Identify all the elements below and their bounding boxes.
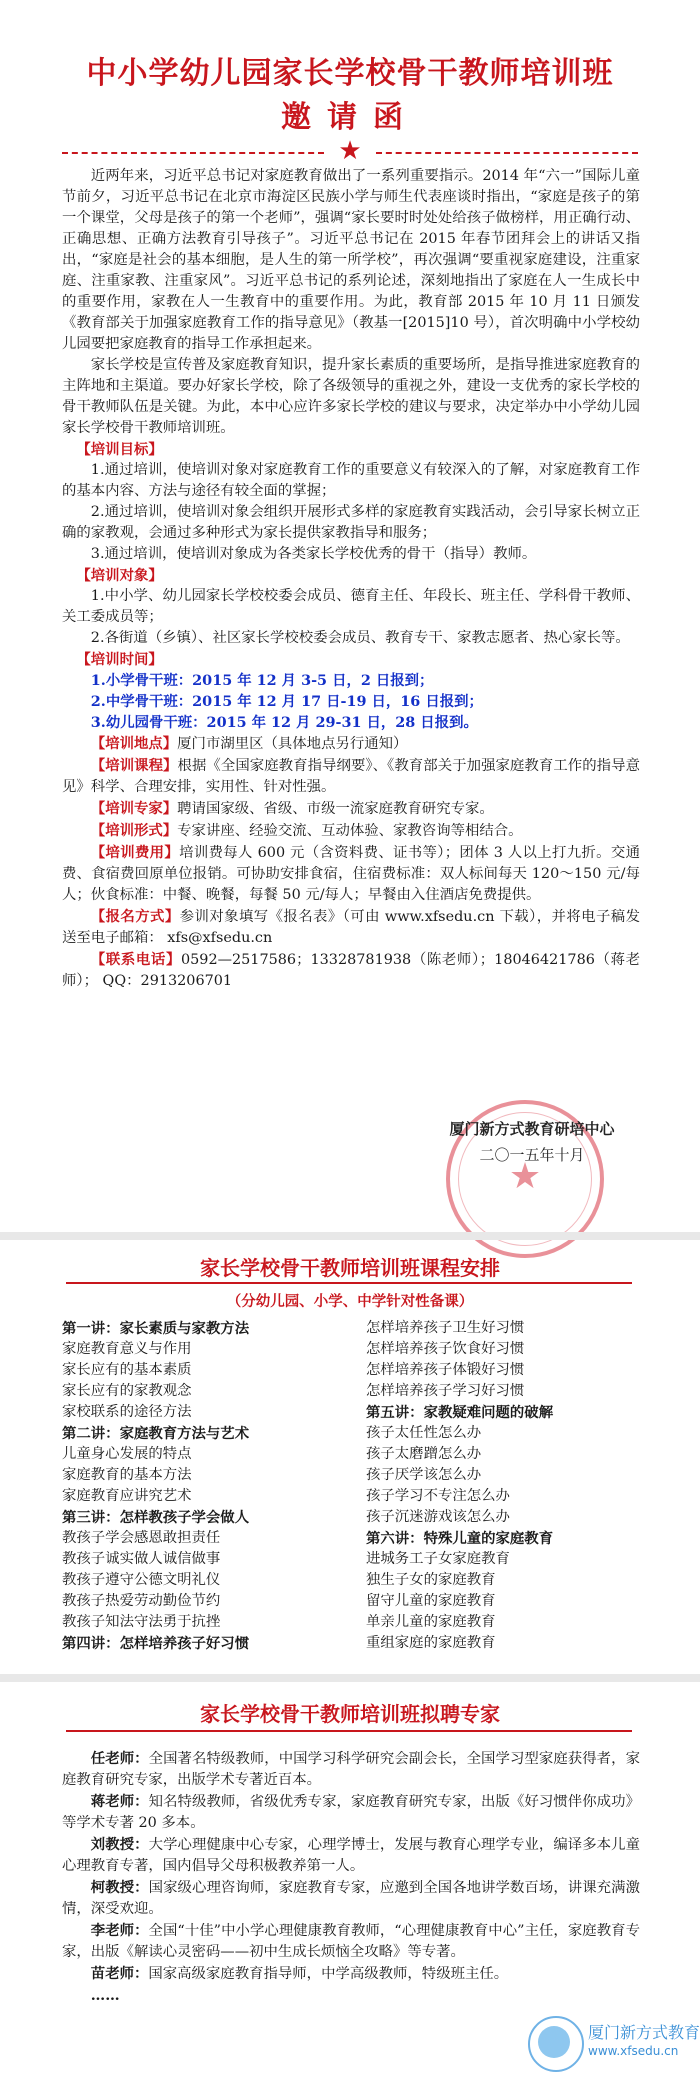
signup-text: 参训对象填写《报名表》（可由 www.xfsedu.cn 下载），并将电子稿发送至电子邮箱： xfs@xfsedu.cn	[62, 909, 640, 946]
goals-heading: 【培训目标】	[76, 441, 163, 458]
course-topic: 家长应有的基本素质	[62, 1362, 192, 1378]
goal-item: 3.通过培训，使培训对象成为各类家长学校优秀的骨干（指导）教师。	[90, 546, 537, 562]
course-topic: 怎样培养孩子卫生好习惯	[366, 1320, 525, 1336]
expert-name: 苗老师：	[90, 1965, 149, 1982]
course-topic: 家校联系的途径方法	[62, 1404, 192, 1420]
expert-entry	[62, 1748, 640, 1791]
logo-text: 厦门新方式教育	[588, 2023, 700, 2042]
course-topic: 教孩子遵守公德文明礼仪	[62, 1572, 221, 1588]
place-line	[62, 733, 640, 755]
expert-name: 刘教授：	[90, 1836, 149, 1853]
place-heading: 【培训地点】	[90, 735, 178, 752]
intro-paragraph-1: 近两年来，习近平总书记对家庭教育做出了一系列重要指示。2014 年“六一”国际儿童节前夕，习近平总书记在北京市海淀区民族小学与师生代表座谈时指出，“家庭是孩子的第一个课堂，父母是孩子的第一个老师”，强调“家长要时时处处给孩子做榜样，用正确行动、正确思想、正确方法教育引导孩子”。习近平总书记在 2015 年春节团拜会上的讲话又指出，“家庭是社会的基本细胞，是人生的第一所学校”，再次强调“要重视家庭建设，注重家庭、注重家教、注重家风”。习近平总书记的系列论述，深刻地指出了家庭在人一生成长中的重要作用，家教在人一生教育中的重要作用。为此，教育部 2015 年 10 月 11 日颁发《教育部关于加强家庭教育工作的指导意见》（教基一[2015]10 号），首次明确中小学校幼儿园要把家庭教育的指导工作承担起来。	[62, 168, 640, 352]
experts-text: 聘请国家级、省级、市级一流家庭教育研究专家。	[177, 801, 494, 817]
time-heading: 【培训时间】	[76, 651, 163, 668]
expert-entry	[62, 1791, 640, 1834]
lecture-heading: 第一讲：家长素质与家教方法	[62, 1320, 250, 1337]
course-topic: 教孩子诚实做人诚信做事	[62, 1551, 221, 1567]
logo-url: www.xfsedu.cn	[588, 2044, 679, 2058]
experts-heading: 【培训专家】	[90, 800, 178, 817]
target-item: 2.各街道（乡镇）、社区家长学校校委会成员、教育专干、家教志愿者、热心家长等。	[90, 630, 630, 646]
fee-line	[62, 842, 640, 906]
goal-item: 2.通过培训，使培训对象会组织开展形式多样的家庭教育实践活动，会引导家长树立正确的家教观，会通过多种形式为家长提供家教指导和服务；	[62, 504, 640, 541]
schedule-title-underline	[66, 1282, 632, 1284]
organizer-name: 厦门新方式教育研培中心	[449, 1120, 615, 1138]
invitation-title: 中小学幼儿园家长学校骨干教师培训班	[86, 56, 614, 91]
section-separator	[0, 1232, 700, 1240]
phone-line	[62, 949, 640, 992]
course-topic: 家庭教育的基本方法	[62, 1467, 192, 1483]
expert-entry	[62, 1834, 640, 1877]
course-topic: 孩子太磨蹭怎么办	[366, 1446, 482, 1462]
signup-line	[62, 906, 640, 949]
expert-description: 大学心理健康中心专家，心理学博士，发展与教育心理学专业，编译多本儿童心理教育专著，国内倡导父母积极教养第一人。	[62, 1837, 640, 1874]
target-item: 1.中小学、幼儿园家长学校校委会成员、德育主任、年段长、班主任、学科骨干教师、关工委成员等；	[62, 588, 640, 625]
schedule-right-column	[366, 1318, 646, 1654]
course-topic: 孩子厌学该怎么办	[366, 1467, 482, 1483]
issue-date: 二〇一五年十月	[479, 1146, 585, 1164]
star-icon: ★	[338, 136, 362, 166]
expert-description: 国家高级家庭教育指导师，中学高级教师，特级班主任。	[148, 1966, 509, 1982]
experts-title: 家长学校骨干教师培训班拟聘专家	[200, 1702, 500, 1726]
expert-description: 全国“十佳”中小学心理健康教育教师，“心理健康教育中心”主任，家庭教育专家，出版《解读心灵密码——初中生成长烦恼全攻略》等专著。	[62, 1923, 640, 1960]
course-topic: 教孩子学会感恩敢担责任	[62, 1530, 221, 1546]
expert-entry	[62, 1963, 640, 1985]
signup-heading: 【报名方式】	[90, 908, 180, 925]
expert-name: 蒋老师：	[90, 1793, 149, 1810]
targets-heading: 【培训对象】	[76, 567, 163, 584]
time-item: 2.中学骨干班：2015 年 12 月 17 日-19 日，16 日报到；	[90, 693, 483, 710]
course-topic: 重组家庭的家庭教育	[366, 1635, 496, 1651]
time-item: 1.小学骨干班：2015 年 12 月 3-5 日，2 日报到；	[90, 672, 434, 689]
course-topic: 怎样培养孩子学习好习惯	[366, 1383, 525, 1399]
section-separator	[0, 1674, 700, 1682]
expert-description: 知名特级教师，省级优秀专家，家庭教育研究专家，出版《好习惯伴你成功》等学术专著 20 多本。	[62, 1794, 640, 1831]
course-topic: 独生子女的家庭教育	[366, 1572, 496, 1588]
course-text: 根据《全国家庭教育指导纲要》、《教育部关于加强家庭教育工作的指导意见》科学、合理安排，实用性、针对性强。	[62, 758, 640, 795]
invitation-subtitle: 邀请函	[281, 100, 419, 135]
experts-ellipsis: ……	[90, 1987, 120, 2004]
logo-mark-icon	[528, 2016, 584, 2072]
course-topic: 孩子沉迷游戏该怎么办	[366, 1509, 510, 1525]
intro-paragraph-2: 家长学校是宣传普及家庭教育知识，提升家长素质的重要场所，是指导推进家庭教育的主阵地和主渠道。要办好家长学校，除了各级领导的重视之外，建设一支优秀的家长学校的骨干教师队伍是关键。为此，本中心应许多家长学校的建议与要求，决定举办中小学幼儿园家长学校骨干教师培训班。	[62, 357, 640, 436]
seal-star-icon: ★	[508, 1156, 542, 1197]
lecture-heading: 第二讲：家庭教育方法与艺术	[62, 1425, 250, 1442]
course-topic: 家长应有的家教观念	[62, 1383, 192, 1399]
form-line	[62, 820, 640, 842]
fee-text: 培训费每人 600 元（含资料费、证书等）；团体 3 人以上打九折。交通费、食宿费回原单位报销。可协助安排食宿，住宿费标准：双人标间每天 120～150 元/每人；伙食标准：中餐、晚餐，每餐 50 元/每人；早餐由入住酒店免费提供。	[62, 845, 640, 903]
schedule-title: 家长学校骨干教师培训班课程安排	[200, 1256, 500, 1280]
star-divider	[62, 136, 638, 166]
course-topic: 教孩子热爱劳动勤俭节约	[62, 1593, 221, 1609]
lecture-heading: 第三讲：怎样教孩子学会做人	[62, 1509, 250, 1526]
invitation-body	[62, 166, 640, 992]
expert-entry	[62, 1920, 640, 1963]
expert-name: 柯教授：	[90, 1879, 149, 1896]
schedule-left-column	[62, 1318, 362, 1654]
course-topic: 怎样培养孩子体锻好习惯	[366, 1362, 525, 1378]
expert-description: 全国著名特级教师，中国学习科学研究会副会长，全国学习型家庭获得者，家庭教育研究专家，出版学术专著近百本。	[62, 1751, 640, 1788]
course-topic: 单亲儿童的家庭教育	[366, 1614, 496, 1630]
goal-item: 1.通过培训，使培训对象对家庭教育工作的重要意义有较深入的了解，对家庭教育工作的基本内容、方法与途径有较全面的掌握；	[62, 462, 640, 499]
course-topic: 孩子太任性怎么办	[366, 1425, 482, 1441]
time-item: 3.幼儿园骨干班：2015 年 12 月 29-31 日，28 日报到。	[90, 714, 478, 731]
fee-heading: 【培训费用】	[90, 844, 180, 861]
course-topic: 孩子学习不专注怎么办	[366, 1488, 510, 1504]
schedule-subtitle: （分幼儿园、小学、中学针对性备课）	[226, 1293, 474, 1310]
course-topic: 家庭教育意义与作用	[62, 1341, 192, 1357]
place-text: 厦门市湖里区（具体地点另行通知）	[177, 736, 408, 752]
lecture-heading: 第六讲：特殊儿童的家庭教育	[366, 1530, 554, 1547]
course-topic: 怎样培养孩子饮食好习惯	[366, 1341, 525, 1357]
course-topic: 儿童身心发展的特点	[62, 1446, 192, 1462]
lecture-heading: 第五讲：家教疑难问题的破解	[366, 1404, 554, 1421]
course-topic: 留守儿童的家庭教育	[366, 1593, 496, 1609]
expert-name: 李老师：	[90, 1922, 149, 1939]
divider-dash-left	[62, 152, 324, 154]
expert-description: 国家级心理咨询师，家庭教育专家，应邀到全国各地讲学数百场，讲课充满激情，深受欢迎。	[62, 1880, 640, 1917]
expert-name: 任老师：	[90, 1750, 149, 1767]
experts-list	[62, 1748, 640, 2006]
form-heading: 【培训形式】	[90, 822, 178, 839]
expert-entry	[62, 1877, 640, 1920]
footer-logo	[522, 2014, 700, 2070]
form-text: 专家讲座、经验交流、互动体验、家教咨询等相结合。	[177, 823, 523, 839]
course-line	[62, 755, 640, 798]
experts-line	[62, 798, 640, 820]
phone-text: 0592—2517586；13328781938（陈老师）；18046421786（蒋老师）； QQ：2913206701	[62, 952, 640, 989]
divider-dash-right	[376, 152, 638, 154]
experts-title-underline	[66, 1730, 632, 1732]
course-heading: 【培训课程】	[90, 757, 178, 774]
course-topic: 家庭教育应讲究艺术	[62, 1488, 192, 1504]
phone-heading: 【联系电话】	[90, 951, 181, 968]
lecture-heading: 第四讲：怎样培养孩子好习惯	[62, 1635, 250, 1652]
course-topic: 进城务工子女家庭教育	[366, 1551, 510, 1567]
course-topic: 教孩子知法守法勇于抗挫	[62, 1614, 221, 1630]
